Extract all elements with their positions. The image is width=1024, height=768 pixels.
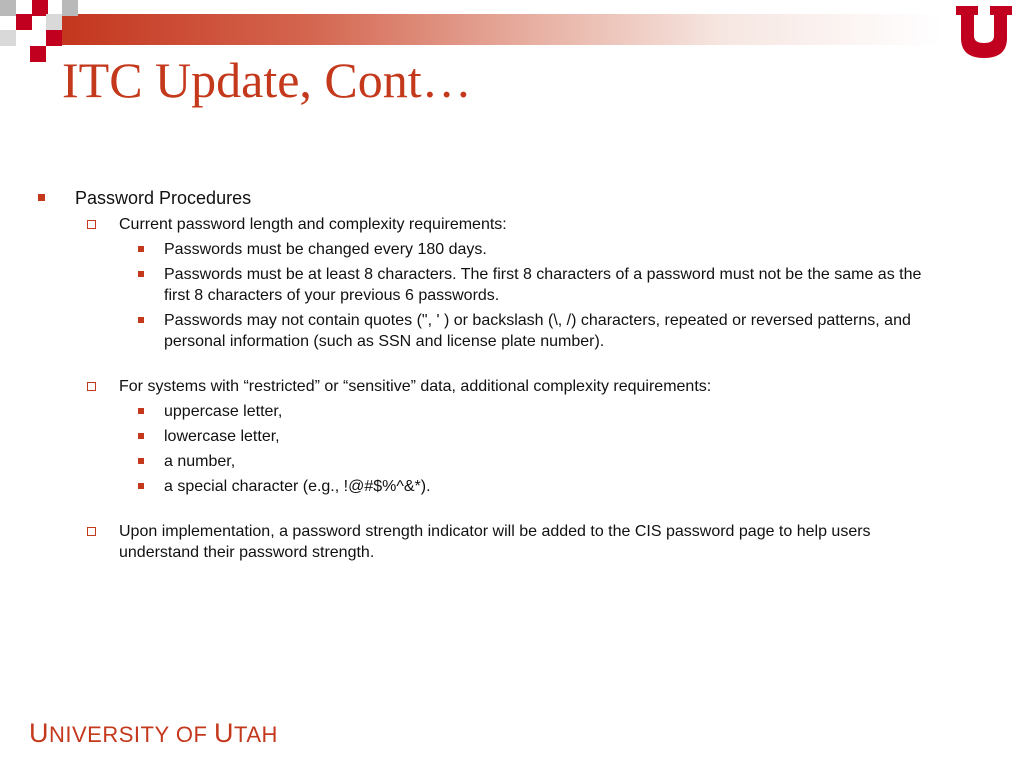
section-text: Upon implementation, a password strength indicator will be added to the CIS password page to help users understand their password strength. [119, 523, 871, 561]
outline-heading: Password Procedures [75, 188, 252, 208]
hollow-square-bullet-icon [87, 220, 96, 229]
square-bullet-icon [38, 194, 45, 201]
outline-item-level2 [30, 521, 950, 563]
outline [30, 186, 950, 567]
header-gradient-banner [62, 14, 942, 45]
item-text: Passwords must be at least 8 characters. The first 8 characters of a password must not be the same as the first 8 characters of your previous 6 passwords. [164, 266, 922, 304]
square-bullet-icon [138, 317, 144, 323]
outline-item-level3 [30, 310, 950, 352]
outline-item-level3 [30, 476, 950, 497]
outline-item-level1 [30, 186, 950, 210]
square-bullet-icon [138, 408, 144, 414]
checker-square [46, 14, 62, 30]
section-text: Current password length and complexity requirements: [119, 216, 507, 233]
outline-item-level3 [30, 264, 950, 306]
checker-square [62, 0, 78, 16]
checker-square [46, 30, 62, 46]
footer-smallcaps: NIVERSITY OF [49, 722, 215, 747]
section-text: For systems with “restricted” or “sensitive” data, additional complexity requirements: [119, 378, 712, 395]
item-text: uppercase letter, [164, 403, 283, 420]
checker-square [0, 0, 16, 16]
outline-item-level2 [30, 376, 950, 397]
outline-item-level3 [30, 451, 950, 472]
square-bullet-icon [138, 433, 144, 439]
item-text: a special character (e.g., !@#$%^&*). [164, 478, 431, 495]
item-text: Passwords may not contain quotes (", ' ) or backslash (\, /) characters, repeated or reversed patterns, and personal information (such as SSN and license plate number). [164, 312, 911, 350]
checker-square [30, 46, 46, 62]
block-u-logo-icon [956, 6, 1012, 58]
footer-smallcaps: TAH [234, 722, 278, 747]
hollow-square-bullet-icon [87, 527, 96, 536]
checker-square [16, 14, 32, 30]
outline-item-level2 [30, 214, 950, 235]
square-bullet-icon [138, 458, 144, 464]
footer-cap: U [214, 718, 235, 748]
outline-item-level3 [30, 426, 950, 447]
footer-cap: U [29, 718, 49, 748]
outline-item-level3 [30, 239, 950, 260]
item-text: Passwords must be changed every 180 days. [164, 241, 487, 258]
square-bullet-icon [138, 483, 144, 489]
checker-square [0, 30, 16, 46]
square-bullet-icon [138, 271, 144, 277]
square-bullet-icon [138, 246, 144, 252]
footer-university-name [29, 716, 278, 752]
item-text: a number, [164, 453, 236, 470]
slide-title: ITC Update, Cont… [62, 52, 472, 108]
hollow-square-bullet-icon [87, 382, 96, 391]
outline-item-level3 [30, 401, 950, 422]
item-text: lowercase letter, [164, 428, 280, 445]
